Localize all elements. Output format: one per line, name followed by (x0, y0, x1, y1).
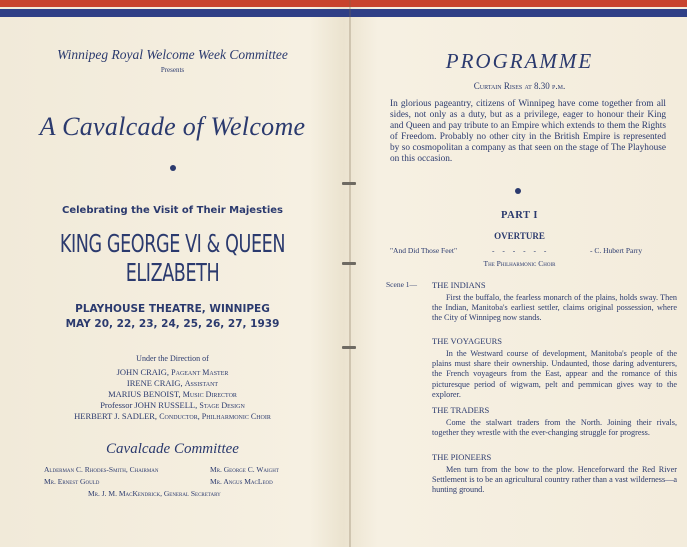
celebrating-line: Celebrating the Visit of Their Majesties (61, 205, 283, 216)
programme-page (352, 0, 687, 547)
staff-role: Pageant Master (171, 368, 229, 377)
part-heading: PART I (501, 210, 538, 221)
committee-member: Mr. George C. Waight (210, 465, 279, 474)
staff-role: Conductor, Philharmonic Choir (159, 412, 271, 421)
cavalcade-committee-title: Cavalcade Committee (106, 441, 239, 457)
staff-role: Assistant (184, 379, 219, 388)
committee-member: Alderman C. Rhodes-Smith, Chairman (44, 465, 159, 474)
committee-title: Winnipeg Royal Welcome Week Committee (57, 47, 288, 62)
staff-role: Music Director (182, 390, 237, 399)
overture-heading: OVERTURE (494, 231, 545, 241)
staff-line (0, 411, 345, 421)
scene-title: THE TRADERS (432, 405, 490, 415)
song-leader-dots: - - - - - - (492, 246, 550, 255)
theatre-name: PLAYHOUSE THEATRE, WINNIPEG (75, 303, 270, 315)
scene-text: First the buffalo, the fearless monarch of the plains, holds sway. Then the Indian, Manitoba's earliest settler, claims original possession, where the City of Winnipeg now stands. (432, 293, 677, 323)
staff-line (0, 367, 345, 377)
scene-text: Come the stalwart traders from the North. Joining their rivals, together they wrestle with the ever-changing struggle for progress. (432, 418, 677, 438)
staff-name: JOHN CRAIG, (116, 367, 170, 377)
committee-member: Mr. Ernest Gould (44, 477, 100, 486)
scene-text: Men turn from the bow to the plow. Henceforward the Red River Settlement is to be an agricultural country rather than a vast wilderness—a hunting ground. (432, 465, 677, 495)
bullet-icon (170, 165, 176, 171)
staff-role: Stage Design (199, 401, 245, 410)
song-title: "And Did Those Feet" (390, 246, 458, 255)
show-title: A Cavalcade of Welcome (39, 112, 306, 141)
staff-name: HERBERT J. SADLER, (74, 411, 158, 421)
staff-line (0, 389, 345, 399)
center-fold (349, 0, 351, 547)
presents-label: Presents (160, 66, 185, 74)
composer: - C. Hubert Parry (590, 246, 643, 255)
curtain-time: Curtain Rises at 8.30 p.m. (473, 81, 566, 91)
staff-name: MARIUS BENOIST, (108, 389, 181, 399)
scene-label: Scene 1— (386, 280, 418, 289)
staff-line (0, 400, 345, 410)
scene-text: In the Westward course of development, Manitoba's people of the plains must share their ownership. Undaunted, those daring adventurers, the French voyageurs from the East, appear and the romance of this picturesque period of wigwam, pelt and pemmican gives way to the explorer. (432, 349, 677, 399)
committee-member: Mr. J. M. MacKendrick, General Secretary (88, 489, 221, 498)
scene-title: THE VOYAGEURS (432, 336, 502, 346)
scene-title: THE INDIANS (432, 280, 486, 290)
bullet-icon (515, 188, 521, 194)
scene-title: THE PIONEERS (432, 452, 492, 462)
staff-line (0, 378, 345, 388)
intro-paragraph: In glorious pageantry, citizens of Winnipeg have come together from all sides, not only as a duty, but as a privilege, eager to honour their King and Queen and pay tribute to an Empire which extends to them the Rights of Freedom. Probably no other city in the British Empire is represented by so cosmopolitan a company as that seen on the stage of The Playhouse on this occasion. (390, 99, 666, 164)
staff-name: Professor JOHN RUSSELL, (100, 400, 198, 410)
programme-title: PROGRAMME (445, 49, 594, 73)
direction-label: Under the Direction of (136, 354, 209, 363)
performance-dates: MAY 20, 22, 23, 24, 25, 26, 27, 1939 (65, 318, 280, 330)
royals-heading: KING GEORGE VI & QUEEN ELIZABETH (59, 229, 286, 287)
staff-name: IRENE CRAIG, (126, 378, 183, 388)
choir-credit: The Philharmonic Choir (483, 259, 556, 268)
committee-member: Mr. Angus MacLeod (210, 477, 273, 486)
